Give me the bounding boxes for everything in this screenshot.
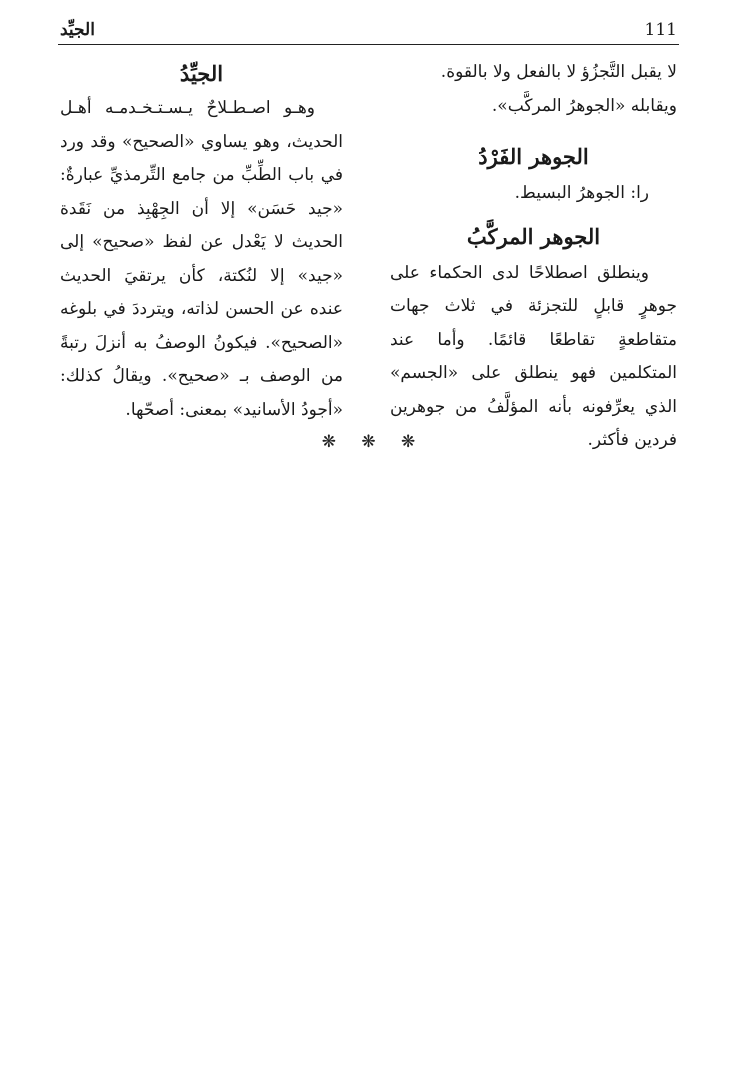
entry-heading-jayyid: الجيِّدُ	[179, 61, 224, 86]
entry-text-jawhar-murakkab: وينطلق اصطلاحًا لدى الحكماء على جوهرٍ قابلٍ للتجزئة في ثلاث جهات متقاطعةٍ تقاطعًا قائمًا. وأما عند المتكلمين فهو ينطلق على «الجسم» الذي يعرِّفونه بأنه المؤلَّفُ من جوهرين فردين فأكثر.	[390, 262, 677, 450]
entry-heading-jawhar-fard: الجوهر الفَرْدُ	[478, 144, 589, 169]
running-head: الجيِّد	[60, 20, 95, 40]
cross-reference: را: الجوهرُ البسيط.	[514, 183, 649, 203]
entry-heading-jawhar-murakkab: الجوهر المركَّبُ	[466, 223, 601, 249]
entry-text-jayyid: وهـو اصـطـلاحٌ يـسـتـخـدمـه أهـل الحديث، وهو يساوي «الصحيح» وقد ورد في باب الطِّبِّ من جامع التِّرمذيِّ عبارةٌ: «جيد حَسَن» إلا أن الجِهْبِذ من نَقَدة الحديث لا يَعْدل عن لفظ «صحيح» إلى «جيد» إلا لنُكتة، كأن يرتقيَ الحديث عنده عن الحسن لذاته، ويترددَ في بلوغه «الصحيح». فيكونُ الوصفُ به أنزلَ رتبةً من الوصف بـ «صحيح». ويقالُ كذلك: «أجودُ الأسانيد» بمعنى: أصحّها.	[60, 98, 343, 420]
page-number: 111	[644, 20, 677, 40]
right-column	[390, 56, 677, 458]
header-rule	[58, 44, 679, 45]
continued-line-1: لا يقبل التَّجزُؤ لا بالفعل ولا بالقوة.	[440, 62, 677, 82]
page-header	[60, 14, 677, 40]
continued-line-2: ويقابله «الجوهرُ المركَّب».	[491, 95, 677, 116]
section-separator: ❋ ❋ ❋	[321, 432, 426, 452]
left-column	[60, 56, 343, 427]
